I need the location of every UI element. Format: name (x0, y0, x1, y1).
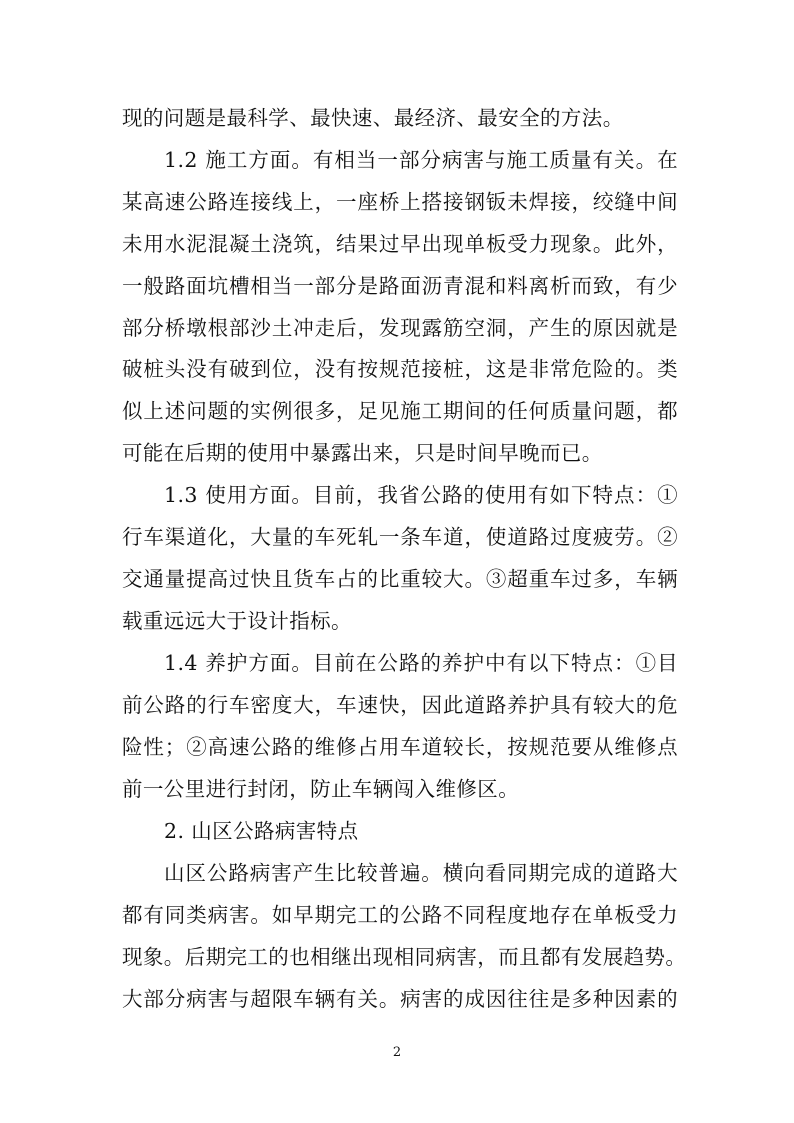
text-line: 前一公里进行封闭，防止车辆闯入维修区。 (122, 777, 520, 801)
text-line: 1.2 施工方面。有相当一部分病害与施工质量有关。在 (164, 148, 678, 172)
text-line: 交通量提高过快且货车占的比重较大。③超重车过多，车辆 (122, 567, 678, 591)
text-line: 1.4 养护方面。目前在公路的养护中有以下特点：①目 (164, 651, 678, 675)
text-line: 某高速公路连接线上，一座桥上搭接钢钣未焊接，绞缝中间 (122, 190, 678, 214)
text-line: 似上述问题的实例很多，足见施工期间的任何质量问题，都 (122, 399, 678, 423)
section-heading: 2. 山区公路病害特点 (164, 819, 359, 843)
text-line: 现象。后期完工的也相继出现相同病害，而且都有发展趋势。 (122, 945, 687, 969)
text-line: 1.3 使用方面。目前，我省公路的使用有如下特点：① (164, 483, 678, 507)
text-line: 可能在后期的使用中暴露出来，只是时间早晚而已。 (122, 441, 603, 465)
text-line: 大部分病害与超限车辆有关。病害的成因往往是多种因素的 (122, 987, 678, 1011)
text-line: 前公路的行车密度大，车速快，因此道路养护具有较大的危 (122, 693, 678, 717)
text-line: 险性；②高速公路的维修占用车道较长，按规范要从维修点 (122, 735, 678, 759)
text-line: 一般路面坑槽相当一部分是路面沥青混和料离析而致，有少 (122, 274, 678, 298)
text-line: 行车渠道化，大量的车死轧一条车道，使道路过度疲劳。② (122, 525, 678, 549)
page-number: 2 (392, 1045, 402, 1060)
text-line: 载重远远大于设计指标。 (122, 609, 352, 633)
text-line: 山区公路病害产生比较普遍。横向看同期完成的道路大 (164, 861, 678, 885)
text-line: 破桩头没有破到位，没有按规范接桩，这是非常危险的。类 (122, 357, 678, 381)
text-line: 未用水泥混凝土浇筑，结果过早出现单板受力现象。此外， (122, 232, 678, 256)
text-line: 现的问题是最科学、最快速、最经济、最安全的方法。 (122, 106, 624, 130)
text-line: 部分桥墩根部沙土冲走后，发现露筋空洞，产生的原因就是 (122, 316, 678, 340)
text-line: 都有同类病害。如早期完工的公路不同程度地存在单板受力 (122, 903, 678, 927)
